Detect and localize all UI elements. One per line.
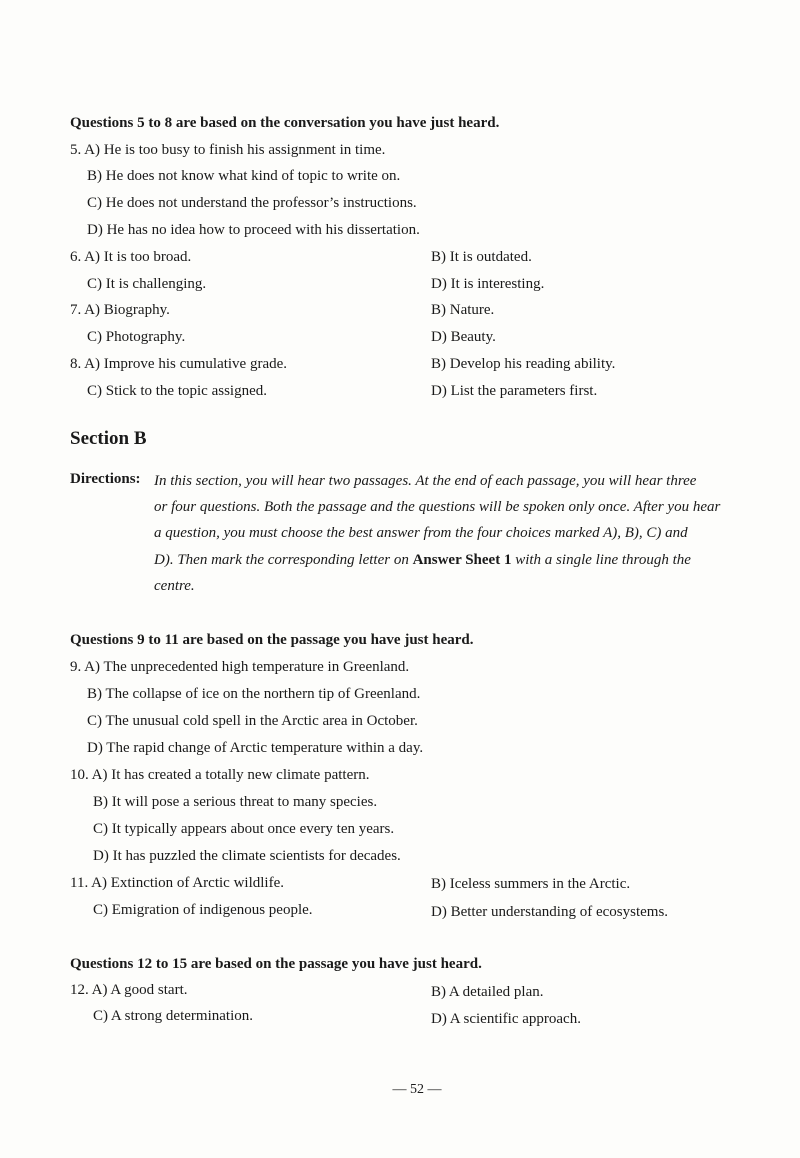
- q7-option-c: C) Photography.: [87, 329, 186, 345]
- questions-9-11-heading: Questions 9 to 11 are based on the passage you have just heard.: [70, 632, 474, 648]
- directions-line-4: [154, 552, 691, 569]
- q12-option-d: D) A scientific approach.: [431, 1011, 581, 1027]
- q12-option-c: C) A strong determination.: [93, 1008, 253, 1024]
- q11-option-b: B) Iceless summers in the Arctic.: [431, 876, 631, 892]
- q6-option-c: C) It is challenging.: [87, 276, 207, 292]
- directions-line-4-start: D). Then mark the corresponding letter on: [154, 552, 409, 568]
- q9-option-c: C) The unusual cold spell in the Arctic area in October.: [87, 713, 418, 729]
- directions-label: Directions:: [70, 471, 141, 487]
- directions-line-5: centre.: [154, 578, 195, 594]
- page-number: — 52 —: [392, 1082, 442, 1097]
- q8-option-c: C) Stick to the topic assigned.: [87, 383, 267, 399]
- q5-option-b: B) He does not know what kind of topic to write on.: [87, 168, 401, 184]
- q10-option-d: D) It has puzzled the climate scientists for decades.: [93, 848, 401, 864]
- q7-option-b: B) Nature.: [431, 302, 495, 318]
- q11-option-a: 11. A) Extinction of Arctic wildlife.: [70, 875, 284, 891]
- q10-option-c: C) It typically appears about once every ten years.: [93, 821, 395, 837]
- q8-option-a: 8. A) Improve his cumulative grade.: [70, 356, 288, 372]
- q11-option-c: C) Emigration of indigenous people.: [93, 902, 313, 918]
- questions-12-15-heading: Questions 12 to 15 are based on the passage you have just heard.: [70, 956, 482, 972]
- q8-option-d: D) List the parameters first.: [431, 383, 598, 399]
- q7-option-a: 7. A) Biography.: [70, 302, 170, 318]
- answer-sheet-label: Answer Sheet 1: [412, 552, 512, 568]
- q10-option-a: 10. A) It has created a totally new climate pattern.: [70, 767, 370, 783]
- directions-line-1: In this section, you will hear two passages. At the end of each passage, you will hear three: [154, 473, 697, 489]
- directions-line-2: or four questions. Both the passage and the questions will be spoken only once. After you hear: [154, 499, 721, 515]
- q9-option-d: D) The rapid change of Arctic temperature within a day.: [87, 740, 424, 756]
- q6-option-b: B) It is outdated.: [431, 249, 532, 265]
- directions-line-3: a question, you must choose the best answer from the four choices marked A), B), C) and: [154, 525, 688, 541]
- q7-option-d: D) Beauty.: [431, 329, 496, 345]
- section-b-title: Section B: [70, 428, 147, 449]
- q12-option-b: B) A detailed plan.: [431, 984, 544, 1000]
- q9-option-a: 9. A) The unprecedented high temperature in Greenland.: [70, 659, 410, 675]
- q11-option-d: D) Better understanding of ecosystems.: [431, 904, 669, 920]
- q8-option-b: B) Develop his reading ability.: [431, 356, 616, 372]
- q6-option-a: 6. A) It is too broad.: [70, 249, 192, 265]
- q5-option-d: D) He has no idea how to proceed with his dissertation.: [87, 222, 420, 238]
- q9-option-b: B) The collapse of ice on the northern tip of Greenland.: [87, 686, 421, 702]
- q6-option-d: D) It is interesting.: [431, 276, 545, 292]
- q5-option-c: C) He does not understand the professor’s instructions.: [87, 195, 417, 211]
- directions-line-4-end: with a single line through the: [515, 552, 691, 568]
- questions-5-8-heading: Questions 5 to 8 are based on the conversation you have just heard.: [70, 115, 500, 131]
- q5-option-a: 5. A) He is too busy to finish his assignment in time.: [70, 142, 386, 158]
- q12-option-a: 12. A) A good start.: [70, 982, 188, 998]
- q10-option-b: B) It will pose a serious threat to many species.: [93, 794, 378, 810]
